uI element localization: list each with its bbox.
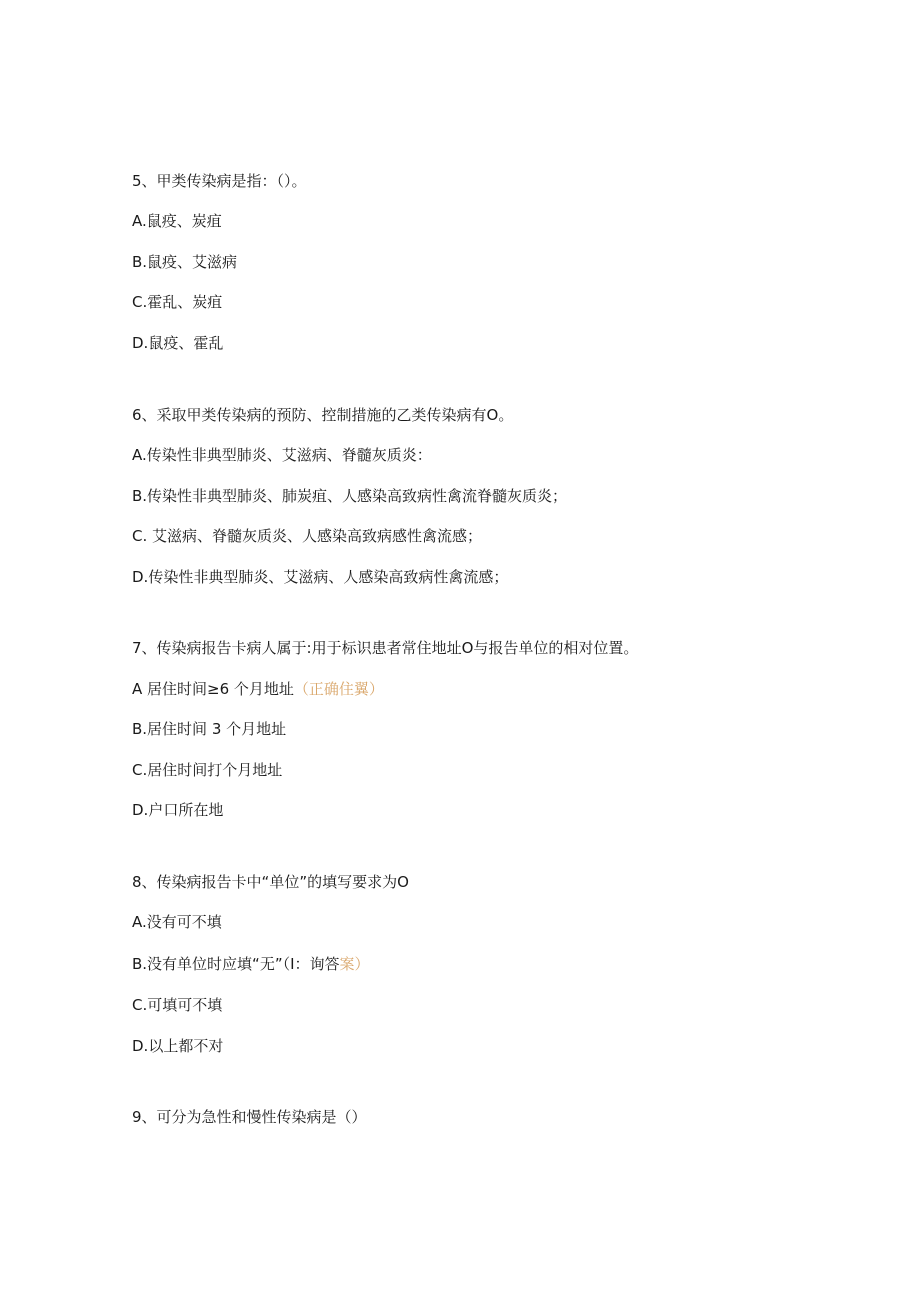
question-8-option-b: [132, 954, 370, 974]
question-5-option-c: C.霍乱、炭疽: [132, 293, 223, 311]
question-7-answer-note: （正确住翼）: [293, 680, 384, 698]
question-8-option-d: D.以上都不对: [132, 1037, 224, 1055]
question-6-option-c: C. 艾滋病、脊髓灰质炎、人感染高致病感性禽流感；: [132, 527, 483, 545]
question-6-option-b: B.传染性非典型肺炎、肺炭疽、人感染高致病性禽流脊髓灰质炎；: [132, 487, 568, 505]
question-7-option-a: [132, 679, 384, 699]
question-5-option-a: A.鼠疫、炭疽: [132, 212, 222, 230]
question-8-answer-note: 案）: [339, 955, 370, 973]
question-9-text: 9、可分为急性和慢性传染病是（）: [132, 1108, 367, 1126]
question-7-option-c: C.居住时间打个月地址: [132, 761, 283, 779]
question-8-option-b-label: B.没有单位时应填“无”（I：询答: [132, 955, 340, 973]
question-8-option-a: A.没有可不填: [132, 913, 222, 931]
question-6-option-d: D.传染性非典型肺炎、艾滋病、人感染高致病性禽流感；: [132, 568, 509, 586]
question-5-option-d: D.鼠疫、霍乱: [132, 334, 224, 352]
question-7-option-a-label: A 居住时间≥6 个月地址: [132, 680, 294, 698]
question-5-text: 5、甲类传染病是指：（）。: [132, 172, 307, 190]
question-8-text: 8、传染病报告卡中“单位”的填写要求为O: [132, 873, 409, 891]
question-5-option-b: B.鼠疫、艾滋病: [132, 253, 238, 271]
question-6-option-a: A.传染性非典型肺炎、艾滋病、脊髓灰质炎：: [132, 446, 432, 464]
question-8-option-c: C.可填可不填: [132, 996, 223, 1014]
question-6-text: 6、采取甲类传染病的预防、控制措施的乙类传染病有O。: [132, 406, 514, 424]
question-7-option-d: D.户口所在地: [132, 801, 224, 819]
question-7-text: 7、传染病报告卡病人属于:用于标识患者常住地址O与报告单位的相对位置。: [132, 639, 639, 657]
question-7-option-b: B.居住时间 3 个月地址: [132, 720, 287, 738]
